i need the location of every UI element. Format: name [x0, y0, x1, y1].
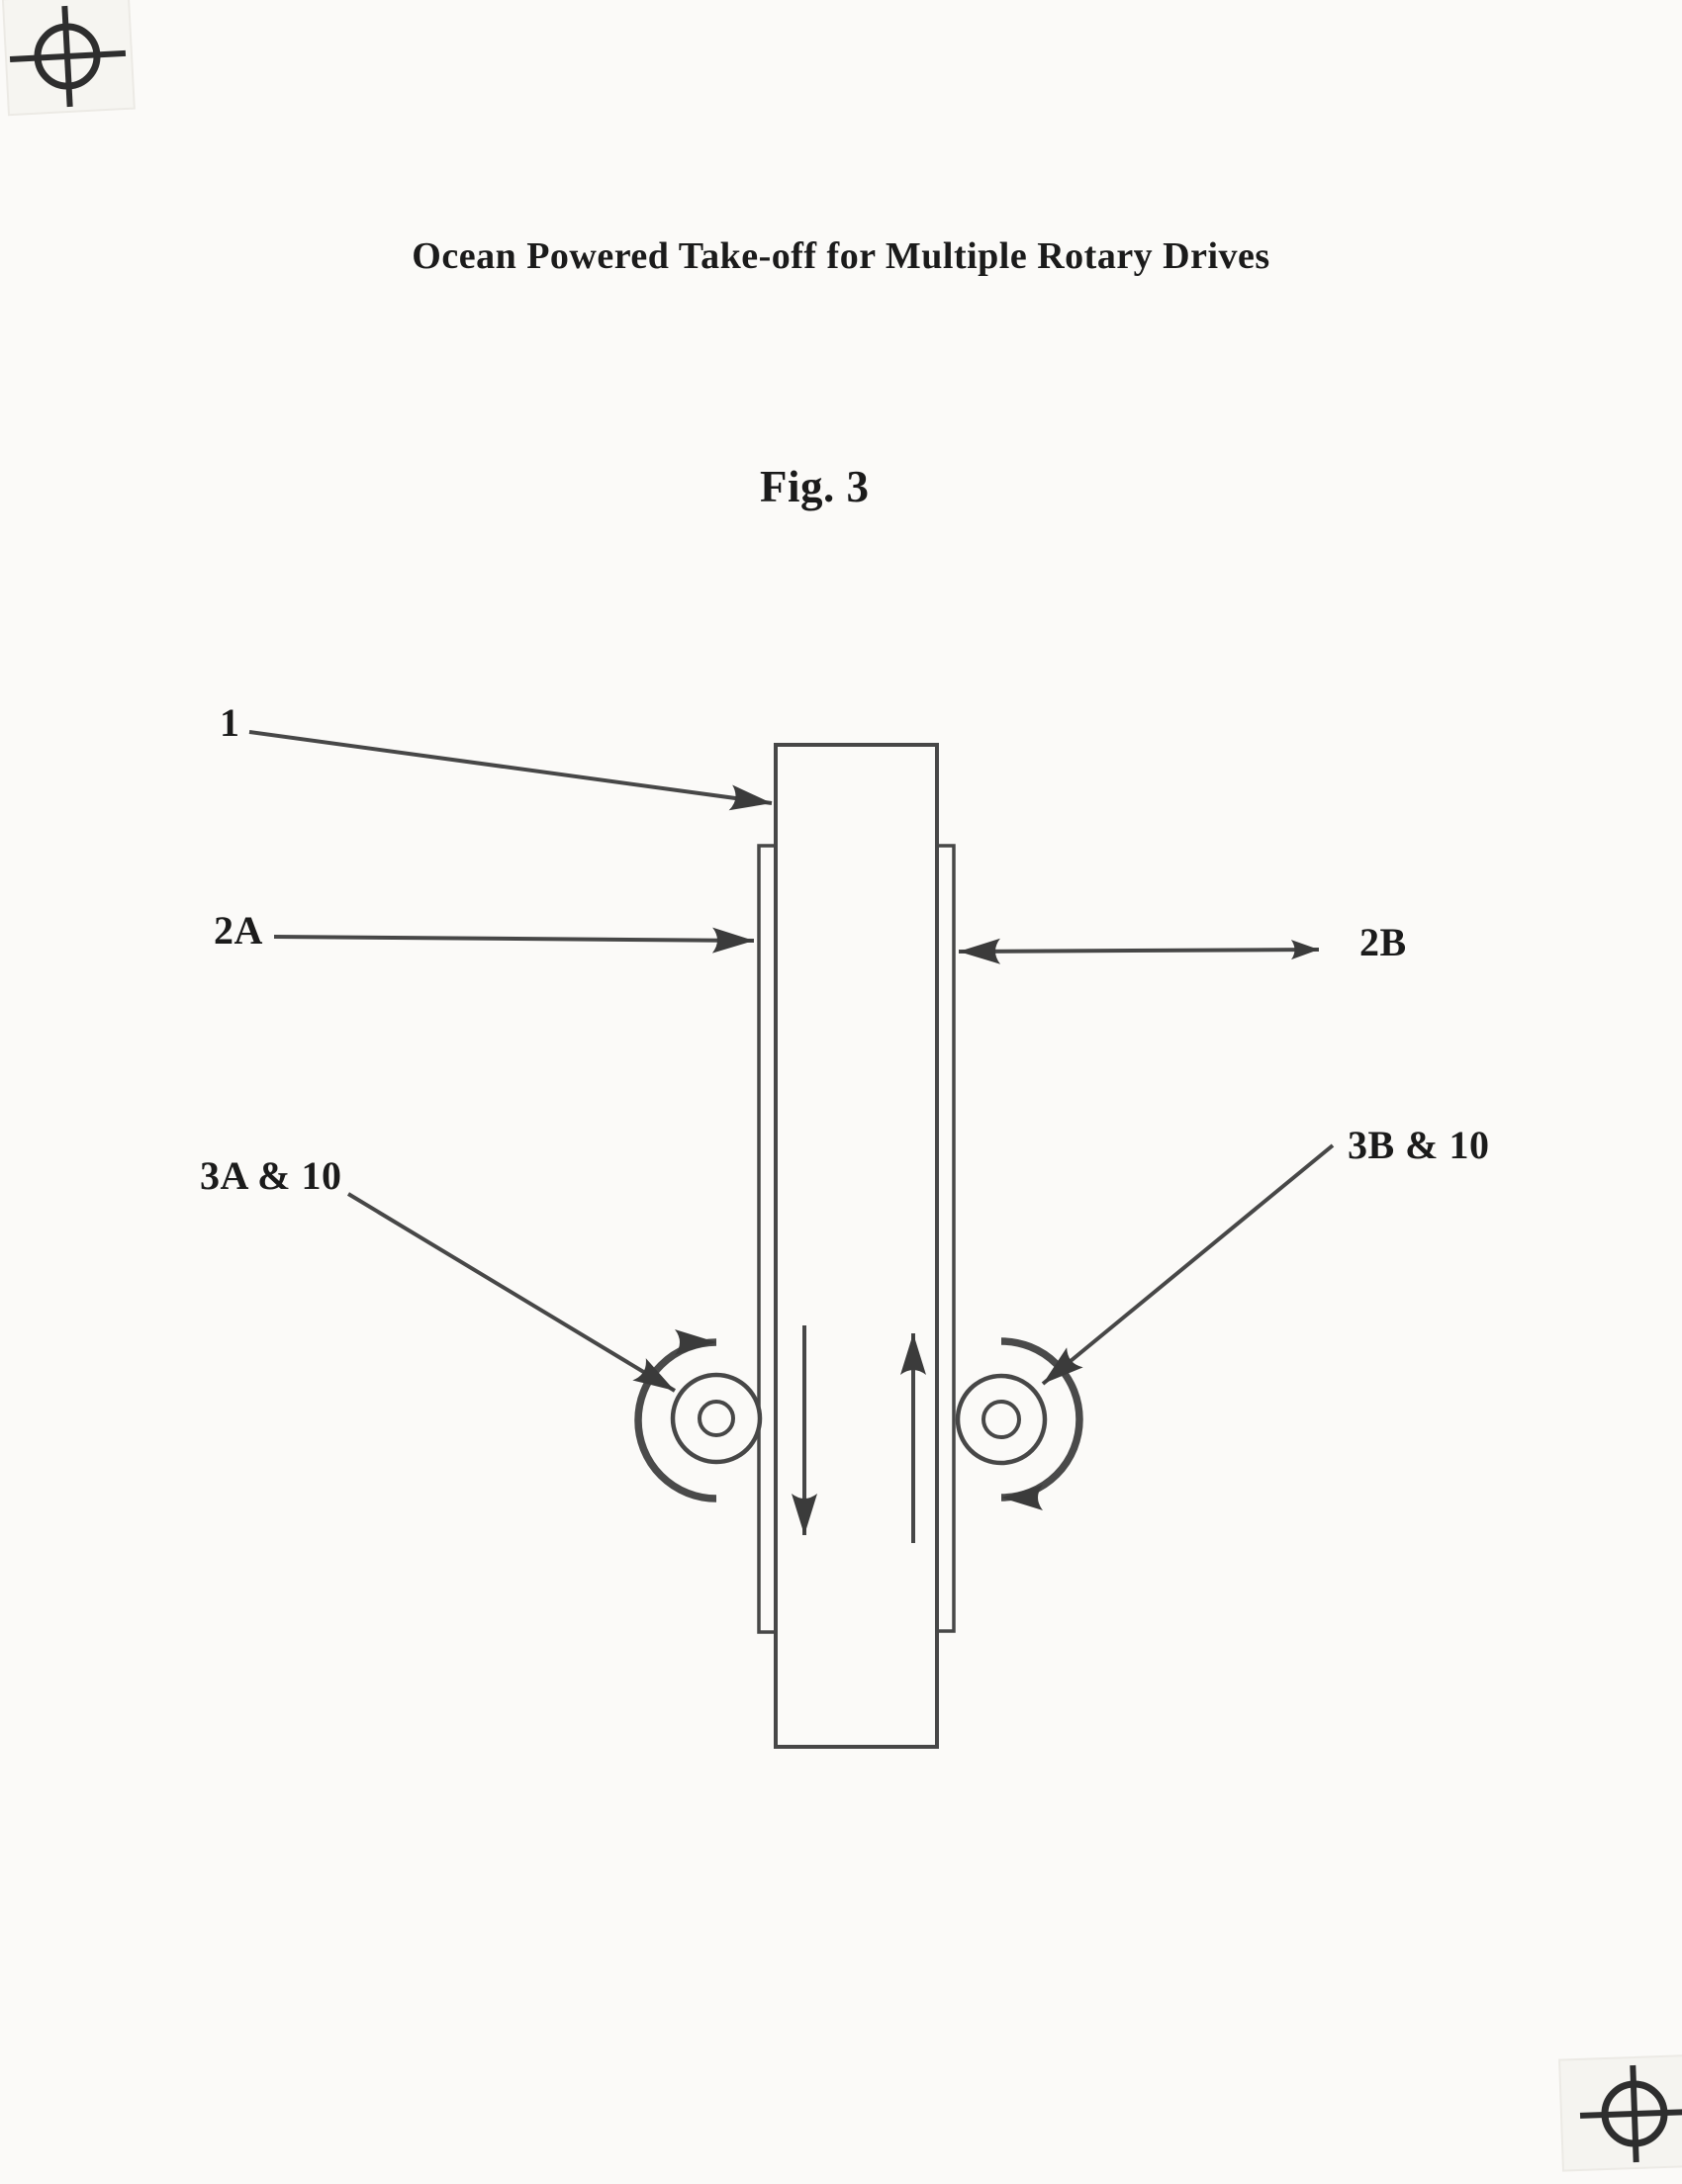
right-roller [958, 1341, 1079, 1498]
drive-shaft [776, 745, 937, 1747]
crosshair-icon [3, 0, 135, 115]
crosshair-icon [1559, 2055, 1682, 2171]
label-right-guide: 2B [1359, 920, 1407, 964]
right-guide-rail [937, 846, 954, 1631]
page-title: Ocean Powered Take-off for Multiple Rotary Drives [412, 235, 1270, 277]
figure-caption: Fig. 3 [760, 462, 870, 511]
leader-line-shaft [249, 732, 772, 803]
leader-line-right-roller [1043, 1145, 1333, 1384]
left-guide-rail [759, 846, 776, 1632]
leader-line-right-guide [959, 950, 1319, 952]
label-right-roller: 3B & 10 [1348, 1123, 1490, 1167]
leader-line-left-roller [348, 1194, 675, 1391]
label-left-roller: 3A & 10 [200, 1153, 342, 1198]
label-shaft: 1 [220, 700, 240, 745]
leader-line-left-guide [274, 937, 754, 941]
label-left-guide: 2A [214, 908, 263, 953]
left-roller [638, 1342, 760, 1499]
